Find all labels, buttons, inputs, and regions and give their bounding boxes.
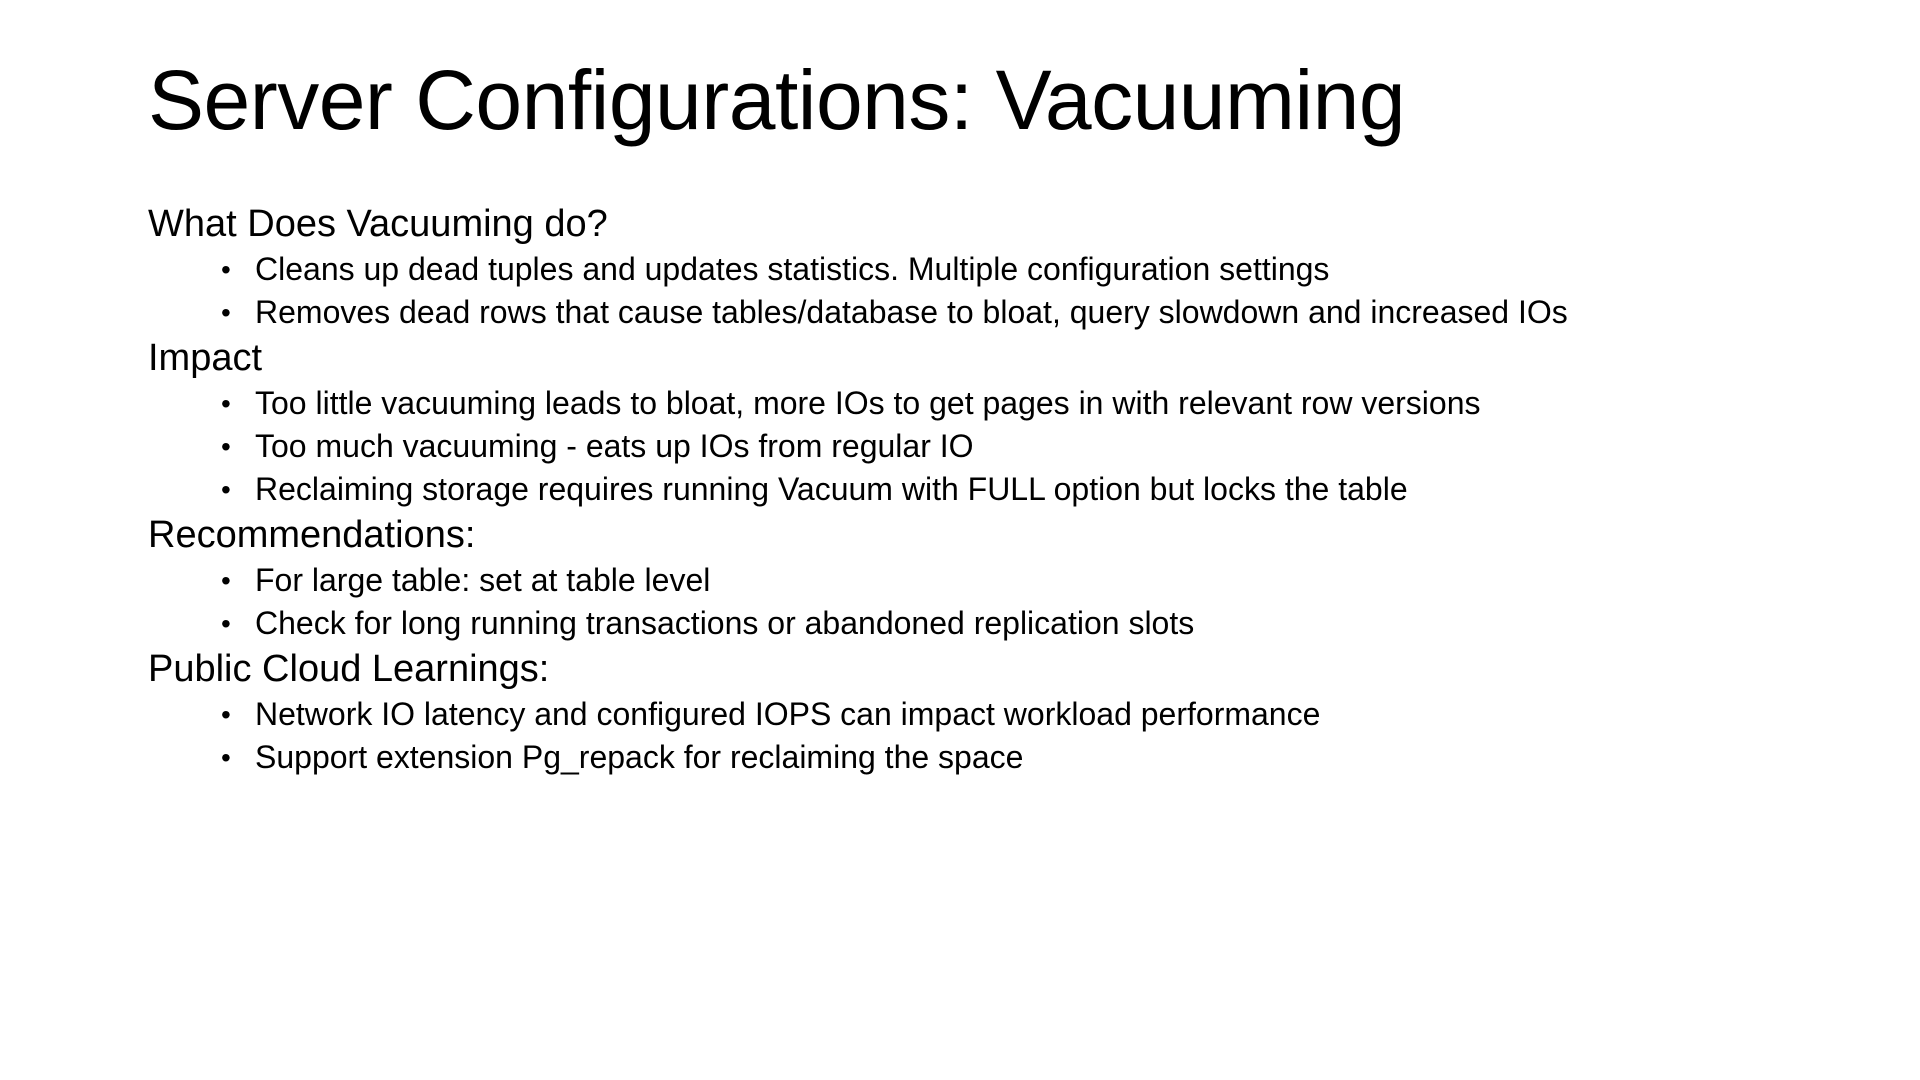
- section-heading: What Does Vacuuming do?: [148, 203, 608, 245]
- bullet-dot-icon: •: [221, 742, 231, 773]
- bullet-list: [148, 693, 1828, 779]
- bullet-dot-icon: •: [221, 254, 231, 285]
- bullet-item: [221, 291, 1828, 334]
- section-public-cloud-learnings: [148, 645, 1828, 779]
- bullet-list: [148, 248, 1828, 334]
- bullet-text: Too little vacuuming leads to bloat, more IOs to get pages in with relevant row versions: [255, 385, 1481, 421]
- bullet-item: [221, 468, 1828, 511]
- bullet-text: Check for long running transactions or abandoned replication slots: [255, 605, 1195, 641]
- bullet-text: Network IO latency and configured IOPS can impact workload performance: [255, 696, 1321, 732]
- section-heading: Recommendations:: [148, 514, 476, 556]
- section-recommendations: [148, 511, 1828, 645]
- section-heading: Public Cloud Learnings:: [148, 648, 550, 690]
- bullet-text: Reclaiming storage requires running Vacuum with FULL option but locks the table: [255, 471, 1408, 507]
- bullet-dot-icon: •: [221, 388, 231, 419]
- bullet-dot-icon: •: [221, 431, 231, 462]
- bullet-item: [221, 559, 1828, 602]
- bullet-item: [221, 425, 1828, 468]
- bullet-list: [148, 559, 1828, 645]
- bullet-item: [221, 693, 1828, 736]
- section-heading: Impact: [148, 337, 263, 379]
- bullet-text: Too much vacuuming - eats up IOs from regular IO: [255, 428, 974, 464]
- bullet-item: [221, 248, 1828, 291]
- bullet-list: [148, 382, 1828, 511]
- bullet-dot-icon: •: [221, 297, 231, 328]
- bullet-dot-icon: •: [221, 565, 231, 596]
- bullet-text: For large table: set at table level: [255, 562, 711, 598]
- bullet-dot-icon: •: [221, 474, 231, 505]
- section-what-does-vacuuming-do: [148, 200, 1828, 334]
- slide-title: Server Configurations: Vacuuming: [148, 53, 1406, 147]
- bullet-dot-icon: •: [221, 608, 231, 639]
- section-impact: [148, 334, 1828, 511]
- slide-body: [148, 200, 1828, 779]
- bullet-item: [221, 736, 1828, 779]
- bullet-text: Cleans up dead tuples and updates statistics. Multiple configuration settings: [255, 251, 1330, 287]
- bullet-dot-icon: •: [221, 699, 231, 730]
- bullet-item: [221, 602, 1828, 645]
- bullet-text: Removes dead rows that cause tables/database to bloat, query slowdown and increased IOs: [255, 294, 1568, 330]
- bullet-text: Support extension Pg_repack for reclaiming the space: [255, 739, 1024, 775]
- bullet-item: [221, 382, 1828, 425]
